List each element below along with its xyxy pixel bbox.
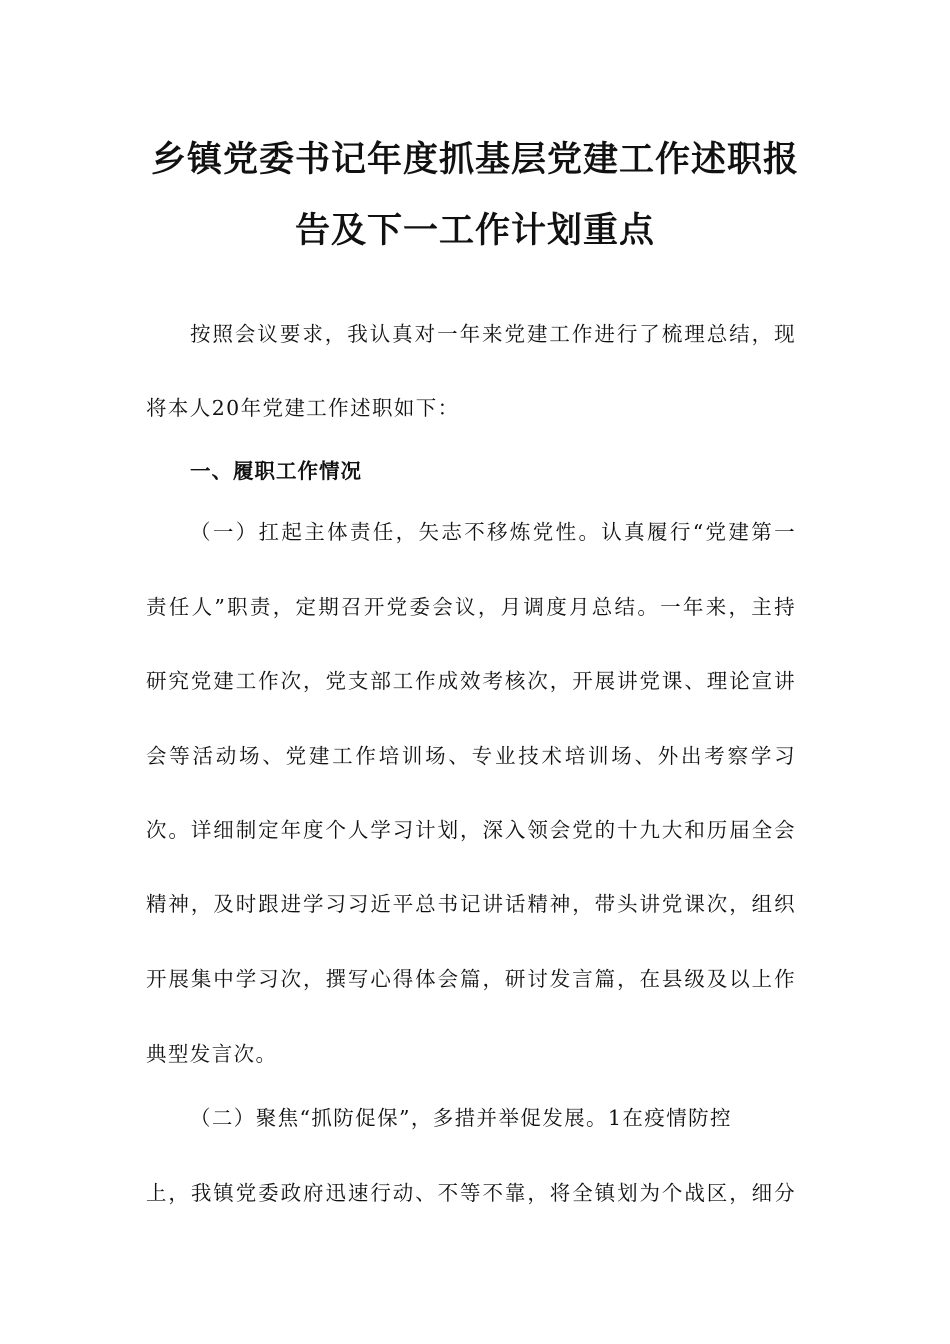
paragraph-line: （二）聚焦“抓防促保”，多措并举促发展。1在疫情防控 [190,1106,732,1130]
paragraph-line: 研究党建工作次，党支部工作成效考核次，开展讲党课、理论宣讲 [146,669,796,693]
paragraph-line: 典型发言次。 [146,1042,278,1066]
section-heading: 一、履职工作情况 [190,459,362,483]
intro-line-1: 按照会议要求，我认真对一年来党建工作进行了梳理总结，现 [190,322,796,346]
paragraph-line: 会等活动场、党建工作培训场、专业技术培训场、外出考察学习 [146,744,796,768]
intro-line-2: 将本人20年党建工作述职如下： [146,396,460,420]
paragraph-line: 开展集中学习次，撰写心得体会篇，研讨发言篇，在县级及以上作 [146,967,796,991]
paragraph-line: 责任人”职责，定期召开党委会议，月调度月总结。一年来，主持 [146,595,796,619]
paragraph-line: （一）扛起主体责任，矢志不移炼党性。认真履行“党建第一 [190,520,796,544]
paragraph-line: 精神，及时跟进学习习近平总书记讲话精神，带头讲党课次，组织 [146,892,796,916]
paragraph-line: 上，我镇党委政府迅速行动、不等不靠，将全镇划为个战区，细分 [146,1181,796,1205]
document-title-line-1: 乡镇党委书记年度抓基层党建工作述职报 [150,140,799,180]
document-title-line-2: 告及下一工作计划重点 [294,211,655,251]
paragraph-line: 次。详细制定年度个人学习计划，深入领会党的十九大和历届全会 [146,818,796,842]
